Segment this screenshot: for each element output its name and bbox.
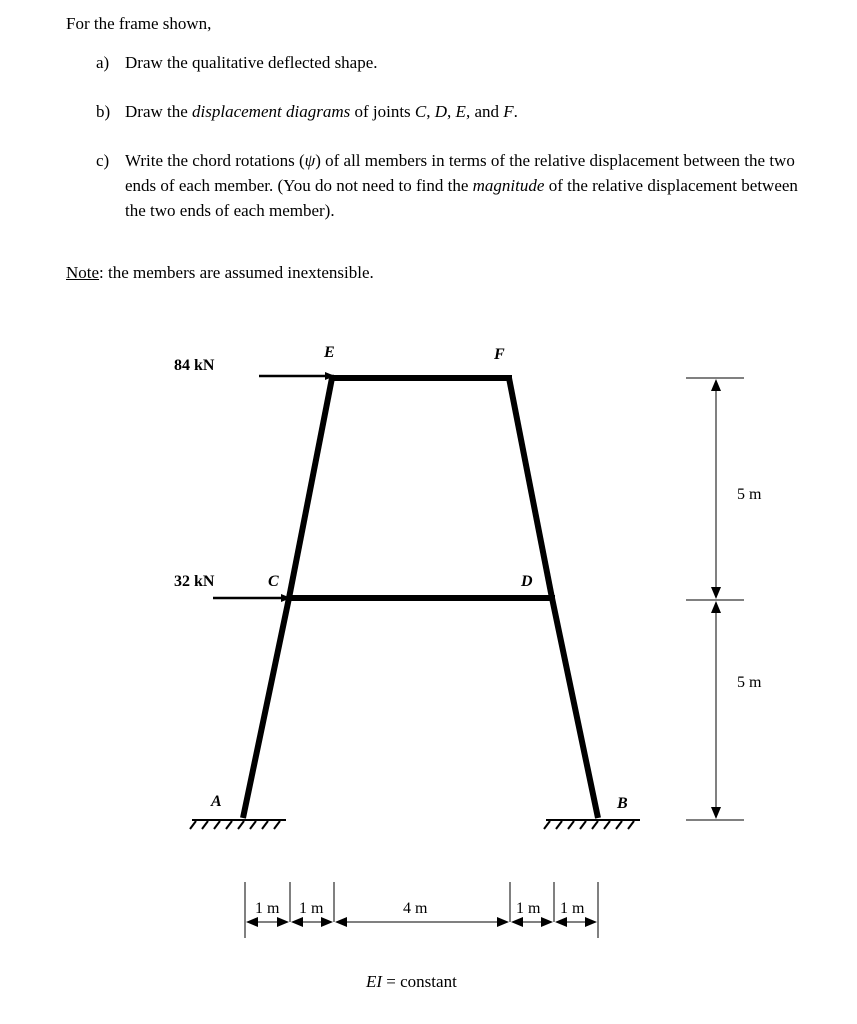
height-label-upper: 5 m	[737, 486, 762, 503]
joint-label-B: B	[617, 795, 628, 812]
item-c-label: c)	[96, 151, 110, 170]
support-A	[190, 820, 286, 829]
joint-label-D: D	[521, 573, 533, 590]
span-label-5: 1 m	[560, 900, 585, 917]
member-AC	[243, 598, 289, 818]
member-DB	[552, 598, 598, 818]
load-label-top: 84 kN	[174, 357, 215, 374]
span-label-3: 4 m	[403, 900, 428, 917]
joint-label-A: A	[211, 793, 222, 810]
note-text: Note: the members are assumed inextensible.	[66, 263, 374, 282]
item-b-text: Draw the displacement diagrams of joints C, D, E, and F.	[125, 102, 518, 121]
item-b-label: b)	[96, 102, 111, 121]
intro-text: For the frame shown,	[66, 14, 212, 33]
height-dimension	[686, 378, 744, 820]
span-label-4: 1 m	[516, 900, 541, 917]
joint-label-F: F	[494, 346, 505, 363]
frame-members	[243, 378, 598, 818]
ei-constant-label: EI = constant	[366, 972, 457, 991]
item-a-label: a)	[96, 53, 110, 72]
item-c-text: Write the chord rotations (ψ) of all members in terms of the relative displacement between the two ends of each member. (You do not need to find the magnitude of the relative displacement between the two ends of each member).	[125, 151, 798, 220]
joint-label-C: C	[268, 573, 279, 590]
span-label-2: 1 m	[299, 900, 324, 917]
span-label-1: 1 m	[255, 900, 280, 917]
support-B	[544, 820, 640, 829]
item-a-text: Draw the qualitative deflected shape.	[125, 53, 378, 72]
member-FD	[509, 378, 552, 598]
joint-label-E: E	[324, 344, 335, 361]
member-CE	[289, 378, 332, 598]
height-label-lower: 5 m	[737, 674, 762, 691]
load-label-middle: 32 kN	[174, 573, 215, 590]
